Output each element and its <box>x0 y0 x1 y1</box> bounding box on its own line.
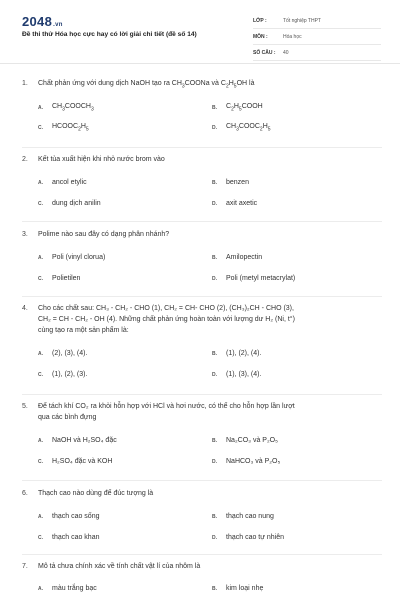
option-a[interactable]: A. màu trắng bạc <box>38 585 97 592</box>
option-text: H₂SO₄ đặc và KOH <box>52 458 113 465</box>
option-text: dung dịch anilin <box>52 200 101 207</box>
option-d[interactable]: D. (1), (3), (4). <box>212 371 262 378</box>
question-line: Để tách khí CO₂ ra khỏi hỗn hợp với HCl và hơi nước, có thể cho hỗn hợp lần lượt <box>38 403 295 410</box>
option-text: Amilopectin <box>226 254 263 261</box>
divider <box>22 394 382 395</box>
question-line: cùng tạo ra một sản phẩm là: <box>38 327 129 334</box>
option-text: benzen <box>226 179 249 186</box>
meta-value: 40 <box>283 49 289 56</box>
option-text: Poli (metyl metacrylat) <box>226 275 296 282</box>
option-text: Na₂CO₃ và P₂O₅ <box>226 437 278 444</box>
option-d[interactable]: D. thạch cao tự nhiên <box>212 534 285 541</box>
question-text: Kết tủa xuất hiện khi nhỏ nước brom vào <box>38 156 165 163</box>
question-text <box>38 401 382 423</box>
question-number: 2. <box>22 156 28 163</box>
option-text: (1), (2), (4). <box>226 350 262 357</box>
site-logo[interactable] <box>22 14 63 29</box>
option-text: Polietilen <box>52 275 81 282</box>
question-text: Mô tả chưa chính xác về tính chất vật lí của nhôm là <box>38 563 201 570</box>
meta-key: MÔN : <box>253 33 268 40</box>
option-text: $HCOOC_2H_5$ <box>52 123 89 133</box>
divider <box>22 147 382 148</box>
option-text: NaOH và H₂SO₄ đặc <box>52 437 117 444</box>
option-b[interactable]: B. benzen <box>212 179 249 186</box>
option-d[interactable]: D. Poli (metyl metacrylat) <box>212 275 296 282</box>
option-text: $CH_3COOC_2H_5$ <box>226 123 271 133</box>
meta-value: Hóa học <box>283 33 302 40</box>
question-4 <box>22 303 382 378</box>
question-line: CH₂ = CH - CH₂ - OH (4). Những chất phản ứng hoàn toàn với lượng dư H₂ (Ni, t°) <box>38 316 295 323</box>
option-text: kim loại nhẹ <box>226 585 264 592</box>
question-3 <box>22 229 382 282</box>
option-d[interactable]: D. axit axetic <box>212 200 258 207</box>
option-d[interactable]: D. $CH_3COOC_2H_5$ <box>212 123 271 133</box>
question-number: 6. <box>22 490 28 497</box>
option-text: (1), (3), (4). <box>226 371 262 378</box>
question-number: 4. <box>22 305 28 312</box>
option-text: thạch cao khan <box>52 534 100 541</box>
meta-key: SỐ CÂU : <box>253 49 276 56</box>
option-b[interactable]: B. Amilopectin <box>212 254 263 261</box>
option-text: NaHCO₃ và P₂O₅ <box>226 458 281 465</box>
option-b[interactable]: B. Na₂CO₃ và P₂O₅ <box>212 437 278 444</box>
page-header <box>0 0 400 64</box>
question-6 <box>22 488 382 541</box>
question-5 <box>22 401 382 465</box>
question-number: 5. <box>22 403 28 410</box>
meta-key: LỚP : <box>253 17 267 24</box>
option-b[interactable]: B. $C_2H_5COOH$ <box>212 103 263 113</box>
question-text: Thạch cao nào dùng để đúc tượng là <box>38 490 154 497</box>
option-a[interactable]: A. $CH_3COOCH_3$ <box>38 103 94 113</box>
divider <box>22 480 382 481</box>
question-line: qua các bình đựng <box>38 414 97 421</box>
question-2 <box>22 154 382 207</box>
option-text: thạch cao sống <box>52 513 100 520</box>
option-a[interactable]: A. thạch cao sống <box>38 513 100 520</box>
option-b[interactable]: B. thạch cao nung <box>212 513 274 520</box>
option-c[interactable]: C. H₂SO₄ đặc và KOH <box>38 458 113 465</box>
divider <box>22 221 382 222</box>
question-number: 1. <box>22 80 28 87</box>
option-b[interactable]: B. kim loại nhẹ <box>212 585 264 592</box>
option-text: thạch cao nung <box>226 513 274 520</box>
option-text: màu trắng bạc <box>52 585 97 592</box>
question-7 <box>22 561 382 594</box>
divider <box>22 554 382 555</box>
option-text: ancol etylic <box>52 179 87 186</box>
question-text <box>38 303 382 336</box>
option-text: axit axetic <box>226 200 258 207</box>
option-c[interactable]: C. $HCOOC_2H_5$ <box>38 123 89 133</box>
option-text: $CH_3COOCH_3$ <box>52 103 94 113</box>
option-text: $C_2H_5COOH$ <box>226 103 263 113</box>
question-line: Cho các chất sau: CH₃ - CH₂ - CHO (1), CH₂ = CH- CHO (2), (CH₃)₂CH - CHO (3), <box>38 305 294 312</box>
option-c[interactable]: C. Polietilen <box>38 275 81 282</box>
question-text: Polime nào sau đây có dạng phân nhánh? <box>38 231 170 238</box>
question-number: 7. <box>22 563 28 570</box>
option-text: thạch cao tự nhiên <box>226 534 285 541</box>
option-c[interactable]: C. thạch cao khan <box>38 534 100 541</box>
option-a[interactable]: A. (2), (3), (4). <box>38 350 88 357</box>
meta-value: Tốt nghiệp THPT <box>283 17 321 24</box>
option-c[interactable]: C. dung dịch anilin <box>38 200 101 207</box>
question-text: Chất phản ứng với dung dịch NaOH tạo ra $CH_3COONa$ và $C_2H_5OH$ là <box>38 80 255 90</box>
meta-subject <box>253 29 381 45</box>
option-d[interactable]: D. NaHCO₃ và P₂O₅ <box>212 458 281 465</box>
option-b[interactable]: B. (1), (2), (4). <box>212 350 262 357</box>
question-1 <box>22 78 382 133</box>
logo-suffix: .vn <box>53 22 63 28</box>
meta-grade <box>253 13 381 29</box>
logo-text: 2048 <box>22 14 53 29</box>
option-c[interactable]: C. (1), (2), (3). <box>38 371 88 378</box>
exam-title: Đề thi thử Hóa học cực hay có lời giải chi tiết (đề số 14) <box>22 31 197 38</box>
option-text: Poli (vinyl clorua) <box>52 254 106 261</box>
divider <box>22 296 382 297</box>
option-text: (1), (2), (3). <box>52 371 88 378</box>
option-a[interactable]: A. NaOH và H₂SO₄ đặc <box>38 437 117 444</box>
option-a[interactable]: A. Poli (vinyl clorua) <box>38 254 106 261</box>
exam-meta <box>253 13 381 61</box>
option-a[interactable]: A. ancol etylic <box>38 179 87 186</box>
meta-question-count <box>253 45 381 61</box>
question-number: 3. <box>22 231 28 238</box>
option-text: (2), (3), (4). <box>52 350 88 357</box>
